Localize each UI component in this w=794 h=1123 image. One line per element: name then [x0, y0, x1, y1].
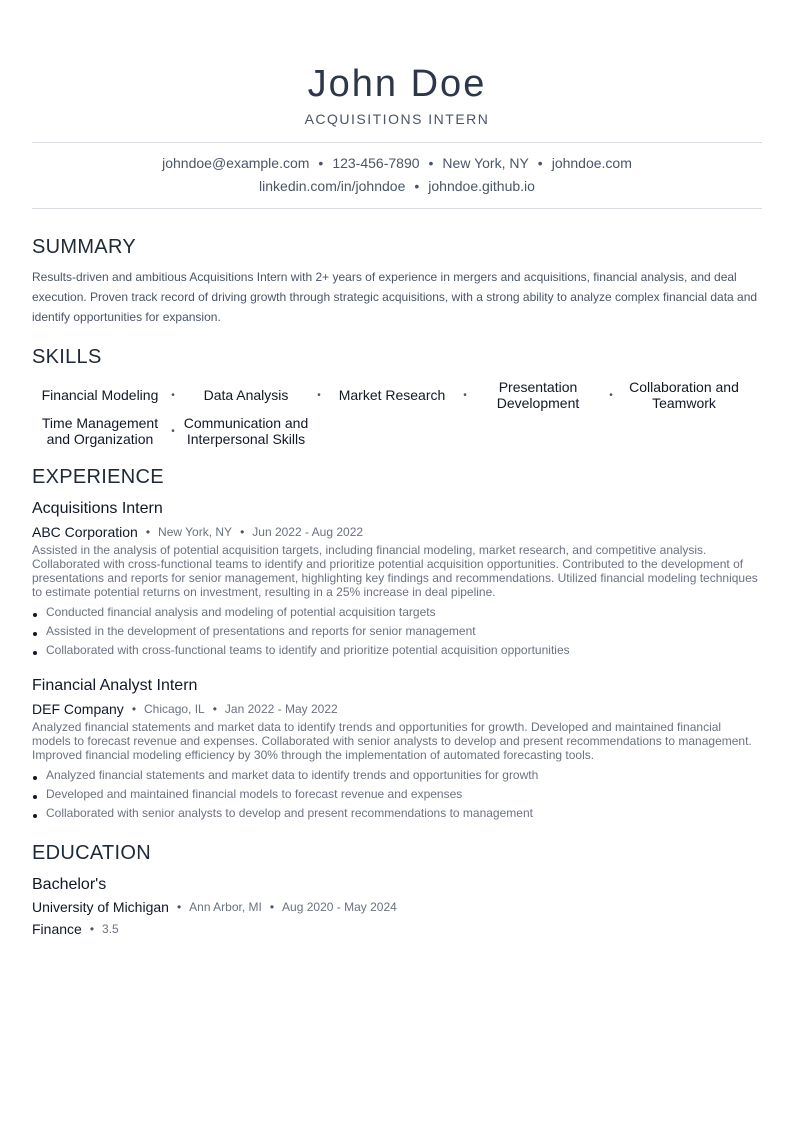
skill-separator: •	[317, 389, 321, 401]
separator-dot: •	[240, 525, 245, 539]
job-bullets	[32, 603, 762, 660]
job-location: New York, NY	[158, 525, 233, 539]
skill-separator: •	[171, 389, 175, 401]
bullet-text: Collaborated with senior analysts to develop and present recommendations to management	[46, 806, 533, 820]
skill-separator: •	[171, 425, 175, 437]
education-school: University of Michigan	[32, 899, 169, 915]
bullet-icon	[33, 651, 37, 655]
list-item	[32, 622, 762, 641]
list-item	[32, 785, 762, 804]
separator-dot: •	[537, 155, 543, 171]
skill-item	[178, 379, 324, 411]
education-dates: Aug 2020 - May 2024	[282, 900, 397, 914]
skill-item	[470, 379, 616, 411]
list-item	[32, 641, 762, 660]
job-dates: Jan 2022 - May 2022	[224, 702, 338, 716]
separator-dot: •	[428, 155, 434, 171]
resume-page	[32, 0, 762, 939]
skill-item	[32, 379, 178, 411]
contact-location: New York, NY	[442, 155, 529, 171]
bullet-icon	[33, 795, 37, 799]
separator-dot: •	[269, 900, 275, 914]
bullet-text: Assisted in the development of presentations and reports for senior management	[46, 624, 476, 638]
separator-dot: •	[145, 525, 151, 539]
experience-heading: EXPERIENCE	[32, 466, 164, 488]
skills-section	[32, 345, 762, 447]
separator-dot: •	[414, 178, 420, 194]
skill-label: Presentation Development	[496, 379, 580, 411]
skill-label: Data Analysis	[203, 387, 289, 403]
bullet-text: Developed and maintained financial models to forecast revenue and expenses	[46, 787, 463, 801]
separator-dot: •	[131, 702, 137, 716]
bullet-text: Collaborated with cross-functional teams to identify and prioritize potential acquisition opportunities	[46, 643, 570, 657]
job-entry	[32, 499, 762, 660]
candidate-title: ACQUISITIONS INTERN	[304, 111, 490, 127]
job-meta	[32, 700, 762, 718]
education-gpa: 3.5	[102, 922, 119, 936]
education-field: Finance	[32, 921, 82, 937]
candidate-name: John Doe	[307, 63, 487, 105]
skill-label: Collaboration and Teamwork	[629, 379, 739, 411]
job-company: ABC Corporation	[32, 524, 138, 540]
contact-block	[32, 142, 762, 209]
contact-phone[interactable]: 123-456-7890	[332, 155, 420, 171]
experience-section	[32, 465, 762, 823]
skill-label: Time Management and Organization	[41, 415, 159, 447]
bullet-text: Conducted financial analysis and modeling of potential acquisition targets	[46, 605, 436, 619]
job-title: Financial Analyst Intern	[32, 677, 198, 694]
education-heading: EDUCATION	[32, 842, 151, 864]
contact-email[interactable]: johndoe@example.com	[162, 155, 310, 171]
summary-text: Results-driven and ambitious Acquisitions Intern with 2+ years of experience in mergers and acquisitions, financial analysis, and deal execution. Proven track record of driving growth through strategic acquisitions, with a strong ability to analyze complex financial data and identify opportunities for expansion.	[32, 270, 758, 324]
list-item	[32, 804, 762, 823]
skill-label: Communication and Interpersonal Skills	[183, 415, 309, 447]
resume-header	[32, 62, 762, 128]
separator-dot: •	[212, 702, 217, 716]
bullet-icon	[33, 814, 37, 818]
skill-label: Financial Modeling	[41, 387, 159, 403]
education-field-row	[32, 919, 762, 939]
job-description: Analyzed financial statements and market data to identify trends and opportunities for growth. Developed and maintained financial models to forecast revenue and expenses. Collaborated with senior analysts to develop and present recommendations to management. Improved financial modeling efficiency by 30% through the implementation of automated forecasting tools.	[32, 720, 752, 762]
list-item	[32, 766, 762, 785]
contact-linkedin[interactable]: linkedin.com/in/johndoe	[259, 178, 406, 194]
education-meta	[32, 897, 762, 917]
job-meta	[32, 523, 762, 541]
contact-website[interactable]: johndoe.com	[551, 155, 632, 171]
job-bullets	[32, 766, 762, 823]
separator-dot: •	[176, 900, 182, 914]
separator-dot: •	[89, 922, 95, 936]
contact-line-2	[32, 175, 762, 198]
education-degree: Bachelor's	[32, 876, 107, 893]
skill-item	[178, 415, 324, 447]
job-title: Acquisitions Intern	[32, 500, 163, 517]
summary-heading: SUMMARY	[32, 236, 136, 258]
job-dates: Jun 2022 - Aug 2022	[252, 525, 364, 539]
list-item	[32, 603, 762, 622]
education-location: Ann Arbor, MI	[189, 900, 262, 914]
bullet-icon	[33, 632, 37, 636]
contact-line-1	[32, 152, 762, 175]
bullet-icon	[33, 613, 37, 617]
skills-heading: SKILLS	[32, 346, 102, 368]
job-entry	[32, 676, 762, 823]
summary-section	[32, 235, 762, 327]
separator-dot: •	[318, 155, 324, 171]
bullet-text: Analyzed financial statements and market data to identify trends and opportunities for growth	[46, 768, 539, 782]
skill-item	[324, 379, 470, 411]
contact-github[interactable]: johndoe.github.io	[428, 178, 535, 194]
skill-label: Market Research	[338, 387, 446, 403]
skill-item	[32, 415, 178, 447]
skill-item	[616, 379, 762, 411]
job-company: DEF Company	[32, 701, 124, 717]
bullet-icon	[33, 776, 37, 780]
job-description: Assisted in the analysis of potential acquisition targets, including financial modeling, market research, and competitive analysis. Collaborated with cross-functional teams to identify and prioritize potential acquisition opportunities. Contributed to the development of presentations and reports for senior management, highlighting key findings and recommendations. Utilized financial modeling techniques to estimate potential returns on investment, resulting in a 25% increase in deal pipeline.	[32, 543, 758, 599]
skills-grid	[32, 379, 762, 447]
skill-separator: •	[609, 389, 613, 401]
skill-separator: •	[463, 389, 467, 401]
education-entry	[32, 875, 762, 939]
job-location: Chicago, IL	[144, 702, 205, 716]
education-section	[32, 841, 762, 939]
